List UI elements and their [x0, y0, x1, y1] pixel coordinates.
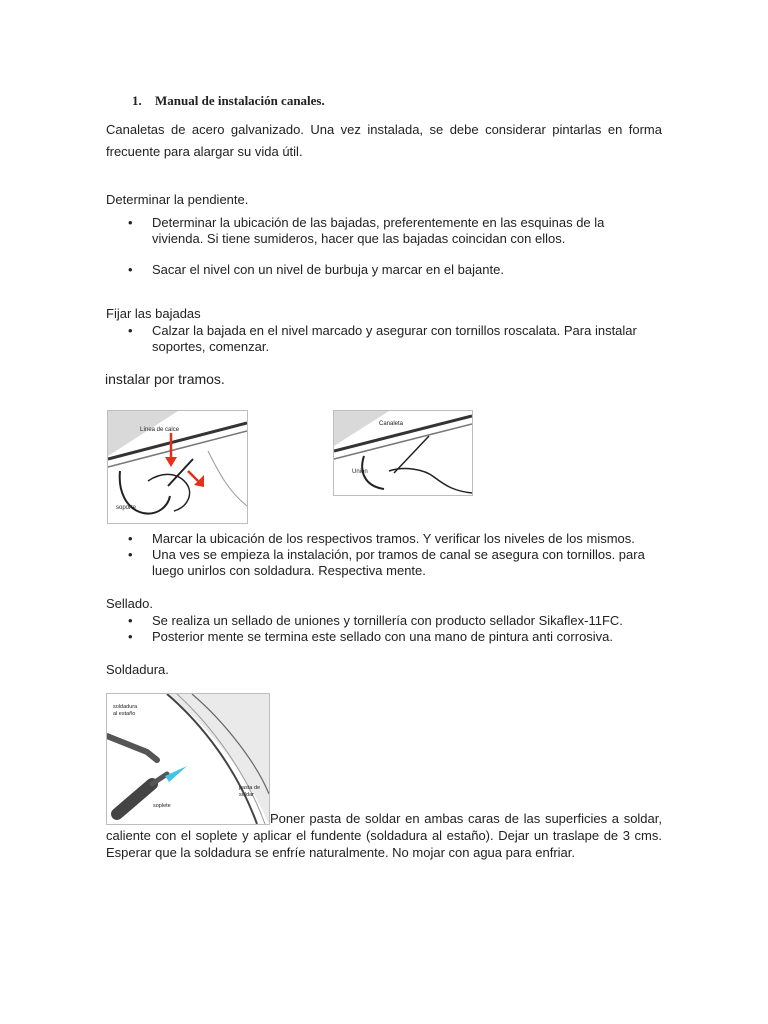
- tramos-heading: instalar por tramos.: [105, 371, 225, 387]
- bajadas-heading: Fijar las bajadas: [106, 306, 201, 321]
- list-item: • Una ves se empieza la instalación, por tramos de canal se asegura con tornillos. para luego unirlos con soldadura. Respectiva mente.: [106, 547, 666, 579]
- sellado-list: [106, 613, 666, 645]
- soldadura-figure: [106, 693, 270, 825]
- pendiente-heading: Determinar la pendiente.: [106, 192, 249, 207]
- figure-label: pasta de: [239, 785, 261, 791]
- section-title-text: Manual de instalación canales.: [155, 93, 325, 108]
- figure-label: soldar: [239, 792, 254, 798]
- soldadura-paragraph: Poner pasta de soldar en ambas caras de las superficies a soldar, caliente con el soplete y aplicar el fundente (soldadura al estaño). Dejar un traslape de 3 cms. Esperar que la soldadura se enfríe naturalmente. No mojar con agua para enfriar.: [106, 811, 662, 860]
- list-item: • Marcar la ubicación de los respectivos tramos. Y verificar los niveles de los mismos.: [106, 531, 666, 547]
- figure-label: soplete: [153, 803, 171, 809]
- list-item: • Sacar el nivel con un nivel de burbuja y marcar en el bajante.: [106, 262, 626, 278]
- figure-label: soldadura: [113, 704, 138, 710]
- section-title: [132, 93, 325, 109]
- list-item: • Determinar la ubicación de las bajadas, preferentemente en las esquinas de la vivienda. Si tiene sumideros, hacer que las bajadas coincidan con ellos.: [106, 215, 626, 247]
- list-item: • Calzar la bajada en el nivel marcado y asegurar con tornillos roscalata. Para instalar soportes, comenzar.: [106, 323, 666, 355]
- list-item: • Posterior mente se termina este sellado con una mano de pintura anti corrosiva.: [106, 629, 666, 645]
- list-item: • Se realiza un sellado de uniones y tornillería con producto sellador Sikaflex-11FC.: [106, 613, 666, 629]
- soldadura-heading: Soldadura.: [106, 662, 169, 677]
- figure-label: Línea de calce: [140, 427, 180, 433]
- tramos-list: [106, 531, 666, 579]
- tramos-figure-right: [333, 410, 473, 496]
- figure-label: al estaño: [113, 711, 136, 717]
- sellado-heading: Sellado.: [106, 596, 153, 611]
- figure-label: Canaleta: [379, 421, 404, 427]
- figure-label: Unión: [352, 469, 368, 475]
- figure-label: soporte: [116, 505, 137, 511]
- tramos-figure-left: [107, 410, 248, 524]
- section-number: 1.: [132, 93, 142, 108]
- pendiente-list: [106, 215, 626, 278]
- intro-paragraph: Canaletas de acero galvanizado. Una vez instalada, se debe considerar pintarlas en forma frecuente para alargar su vida útil.: [106, 122, 662, 159]
- bajadas-list: [106, 323, 666, 355]
